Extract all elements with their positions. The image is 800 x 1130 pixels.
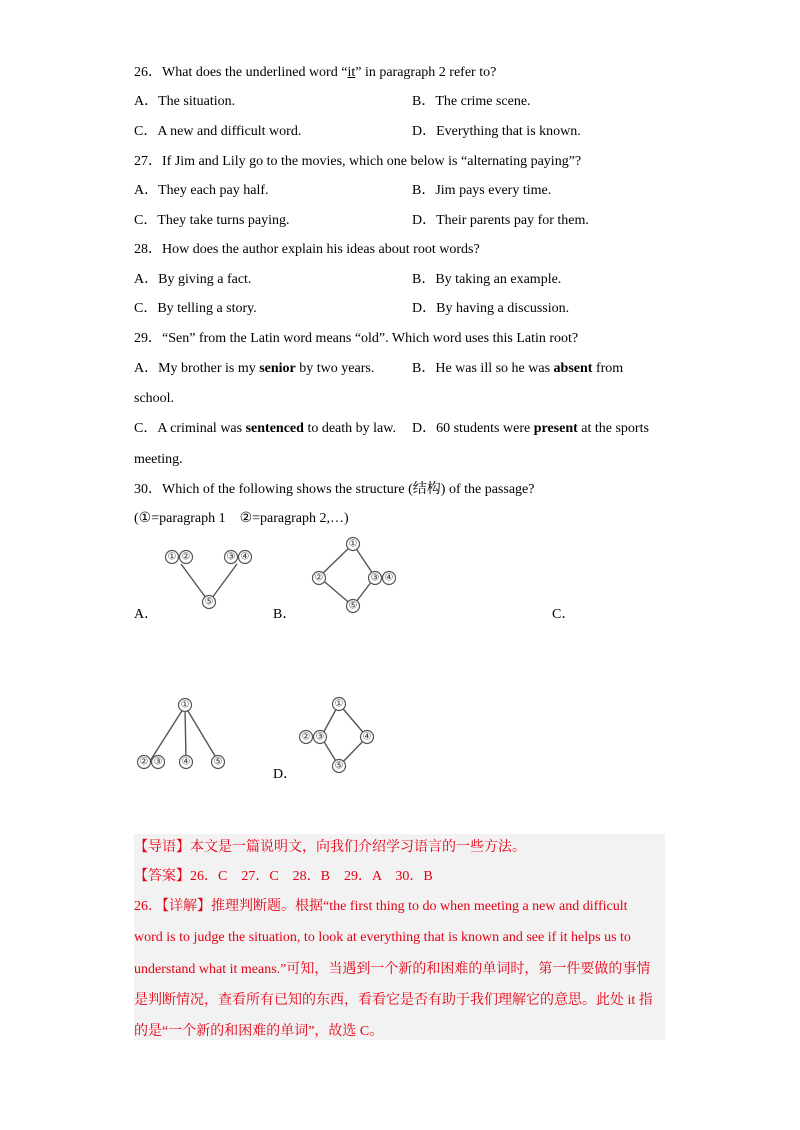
answer-key: 【答案】26．C 27．C 28．B 29．A 30．B	[134, 869, 433, 884]
q30-diagram-b	[305, 533, 405, 618]
q27-option-c: C．They take turns paying.	[134, 213, 290, 228]
node-3: ③	[226, 551, 236, 563]
q30-diagram-a	[160, 545, 260, 615]
q29-keyword-sentenced: sentenced	[245, 421, 304, 436]
q27-option-b: B．Jim pays every time.	[412, 183, 552, 198]
svg-text:①: ①	[180, 699, 190, 711]
svg-text:④: ④	[181, 756, 191, 768]
q29-keyword-present: present	[533, 421, 578, 436]
q29-option-b-continued: school.	[134, 391, 175, 406]
q28-option-d: D．By having a discussion.	[412, 301, 570, 316]
svg-text:④: ④	[384, 572, 394, 584]
q29-option-b: B．He was ill so he was absent from	[412, 361, 624, 376]
svg-text:⑤: ⑤	[213, 756, 223, 768]
q30-label-b: B．	[273, 607, 297, 622]
q29-stem: 29．“Sen” from the Latin word means “old”. Which word uses this Latin root?	[134, 331, 579, 346]
svg-text:②: ②	[139, 756, 149, 768]
q29-option-c: C．A criminal was sentenced to death by law.	[134, 421, 396, 436]
answer-detail-line-4: 是判断情况，查看所有已知的东西，看看它是否有助于我们理解它的意思。此处 it 指	[134, 993, 653, 1008]
q30-diagram-c	[134, 693, 234, 778]
q29-option-d: D．60 students were present at the sports	[412, 421, 649, 436]
q30-label-a: A．	[134, 607, 159, 622]
svg-text:③: ③	[315, 731, 325, 743]
q29-option-d-continued: meeting.	[134, 452, 183, 467]
answer-intro: 【导语】本文是一篇说明文，向我们介绍学习语言的一些方法。	[134, 840, 526, 855]
svg-text:③: ③	[153, 756, 163, 768]
answer-detail-line-1: 26．【详解】推理判断题。根据“the first thing to do when meeting a new and difficult	[134, 899, 628, 914]
q30-label-c: C．	[552, 607, 576, 622]
q29-option-a: A．My brother is my senior by two years.	[134, 361, 375, 376]
q26-option-b: B．The crime scene.	[412, 94, 531, 109]
q26-option-a: A．The situation.	[134, 94, 236, 109]
svg-text:⑤: ⑤	[348, 600, 358, 612]
q26-stem: 26．What does the underlined word “it” in paragraph 2 refer to?	[134, 65, 497, 80]
q28-option-c: C．By telling a story.	[134, 301, 257, 316]
q28-stem: 28．How does the author explain his ideas about root words?	[134, 242, 480, 257]
svg-text:①: ①	[348, 538, 358, 550]
svg-text:②: ②	[314, 572, 324, 584]
svg-text:②: ②	[301, 731, 311, 743]
q27-option-d: D．Their parents pay for them.	[412, 213, 589, 228]
node-2: ②	[181, 551, 191, 563]
q30-label-d: D．	[273, 767, 298, 782]
q30-note: (①=paragraph 1 ②=paragraph 2,…)	[134, 511, 349, 526]
q26-option-d: D．Everything that is known.	[412, 124, 581, 139]
answer-detail-line-3: understand what it means.”可知，当遇到一个新的和困难的单词时，第一件要做的事情	[134, 962, 651, 977]
node-1: ①	[167, 551, 177, 563]
answer-detail-line-2: word is to judge the situation, to look at everything that is known and see if it helps us to	[134, 930, 631, 945]
q27-option-a: A．They each pay half.	[134, 183, 269, 198]
node-5: ⑤	[204, 596, 214, 608]
q27-stem: 27．If Jim and Lily go to the movies, which one below is “alternating paying”?	[134, 154, 582, 169]
svg-text:③: ③	[370, 572, 380, 584]
q28-option-b: B．By taking an example.	[412, 272, 562, 287]
svg-text:⑤: ⑤	[334, 760, 344, 772]
q30-diagram-d	[293, 693, 383, 778]
q26-underlined-word: it	[347, 65, 356, 80]
answer-detail-line-5: 的是“一个新的和困难的单词”，故选 C。	[134, 1024, 384, 1039]
svg-text:④: ④	[362, 731, 372, 743]
q29-keyword-senior: senior	[259, 361, 296, 376]
svg-text:①: ①	[334, 698, 344, 710]
q29-keyword-absent: absent	[553, 361, 593, 376]
q30-stem: 30．Which of the following shows the structure (结构) of the passage?	[134, 482, 535, 497]
q26-option-c: C．A new and difficult word.	[134, 124, 302, 139]
q28-option-a: A．By giving a fact.	[134, 272, 252, 287]
node-4: ④	[240, 551, 250, 563]
